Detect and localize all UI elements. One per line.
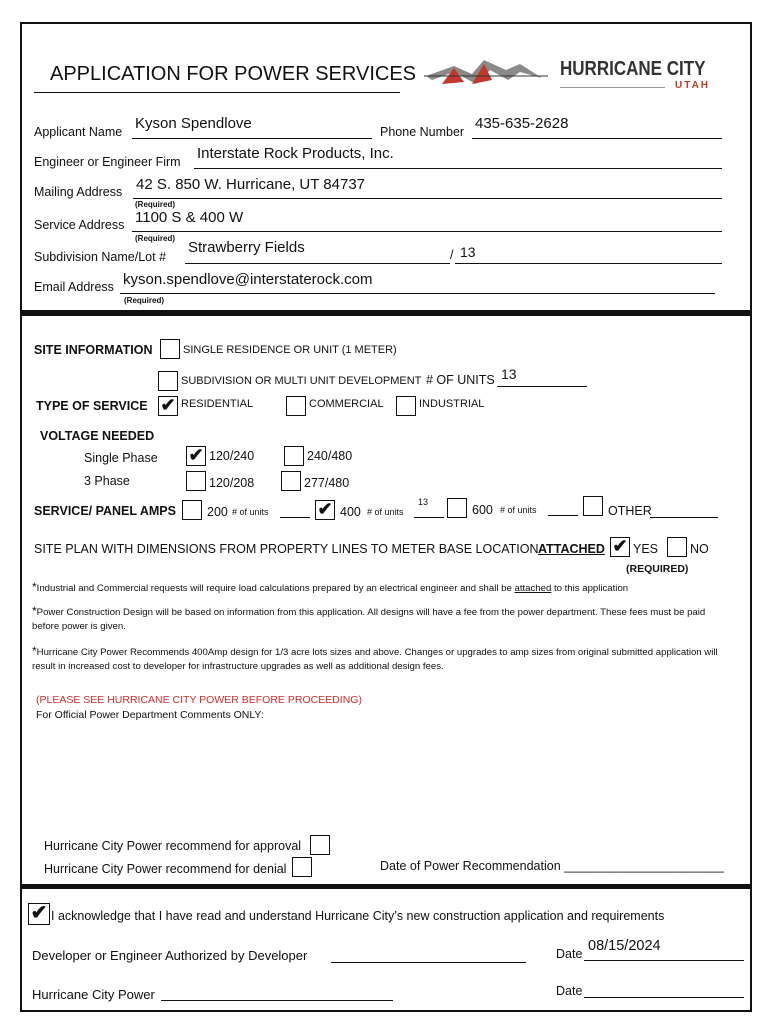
- developer-label: Developer or Engineer Authorized by Developer: [32, 948, 308, 963]
- industrial-checkbox[interactable]: [396, 396, 416, 416]
- mailing-line: [133, 198, 722, 199]
- note2-text: Power Construction Design will be based on information from this application. All designs will have a fee from the power department. These fees must be paid before power is given.: [32, 607, 706, 632]
- single-residence-label: SINGLE RESIDENCE OR UNIT (1 METER): [183, 344, 397, 356]
- note-400amp: [32, 644, 734, 674]
- note1-a: Industrial and Commercial requests will require load calculations prepared by an electrical engineer and shall be: [36, 583, 515, 594]
- date2-label: Date: [556, 984, 583, 998]
- amp400-units-value[interactable]: 13: [418, 497, 429, 507]
- applicant-name-label: Applicant Name: [34, 125, 123, 139]
- date-of-recommendation: Date of Power Recommendation _______________________: [380, 859, 725, 873]
- amp200-checkbox[interactable]: [182, 500, 202, 520]
- amp400-label: 400: [340, 505, 361, 519]
- amp200-units-label: # of units: [232, 507, 269, 517]
- yes-label: YES: [633, 542, 659, 556]
- phone-line: [472, 138, 722, 139]
- note-star: *: [32, 644, 37, 658]
- city-power-label: Hurricane City Power: [32, 987, 155, 1002]
- other-label: OTHER: [608, 504, 652, 518]
- amp400-units-line: [414, 517, 444, 518]
- amp400-checkbox[interactable]: ✔: [315, 500, 335, 520]
- amp200-label: 200: [207, 505, 228, 519]
- section-divider: [20, 310, 752, 316]
- acknowledge-text: I acknowledge that I have read and understand Hurricane City’s new construction application and requirements: [51, 909, 665, 923]
- email-value[interactable]: kyson.spendlove@interstaterock.com: [123, 271, 373, 288]
- service-address-line: [132, 231, 722, 232]
- note1-c: to this application: [551, 583, 629, 594]
- lot-separator: /: [450, 248, 454, 262]
- site-info-label: SITE INFORMATION: [34, 343, 153, 357]
- subdivision-line: [185, 263, 450, 264]
- applicant-name-value[interactable]: Kyson Spendlove: [135, 115, 252, 132]
- logo-rule: [560, 87, 665, 88]
- residential-label: RESIDENTIAL: [181, 398, 254, 410]
- official-comments-label: For Official Power Department Comments ONLY:: [36, 709, 264, 721]
- lot-line: [455, 263, 722, 264]
- other-checkbox[interactable]: [583, 496, 603, 516]
- type-of-service-label: TYPE OF SERVICE: [36, 399, 148, 413]
- developer-signature-line: [331, 962, 526, 963]
- residential-checkbox[interactable]: ✔: [158, 396, 178, 416]
- v277-480-label: 277/480: [304, 476, 350, 490]
- industrial-label: INDUSTRIAL: [419, 398, 485, 410]
- service-address-label: Service Address: [34, 218, 125, 232]
- voltage-needed-label: VOLTAGE NEEDED: [40, 429, 155, 443]
- three-phase-label: 3 Phase: [84, 474, 130, 488]
- mailing-required: (Required): [135, 200, 175, 209]
- commercial-label: COMMERCIAL: [309, 398, 384, 410]
- logo-sub: UTAH: [675, 80, 711, 91]
- single-residence-checkbox[interactable]: [160, 339, 180, 359]
- panel-amps-label: SERVICE/ PANEL AMPS: [34, 504, 176, 518]
- amp600-units-label: # of units: [500, 505, 537, 515]
- subdivision-value[interactable]: Strawberry Fields: [188, 239, 305, 256]
- note3-text: Hurricane City Power Recommends 400Amp design for 1/3 acre lots sizes and above. Changes or upgrades to amp sizes from original submitted application will result in increased cost to developer for infrastructure upgrades as well as additional design fees.: [32, 647, 718, 672]
- email-line: [120, 293, 715, 294]
- attached-yes-checkbox[interactable]: ✔: [610, 537, 630, 557]
- denial-checkbox[interactable]: [292, 857, 312, 877]
- date-label: Date: [556, 947, 583, 961]
- acknowledge-checkbox[interactable]: ✔: [28, 903, 50, 925]
- attached-no-checkbox[interactable]: [667, 537, 687, 557]
- service-address-value[interactable]: 1100 S & 400 W: [135, 209, 244, 226]
- required-caps-label: (REQUIRED): [626, 563, 689, 575]
- firm-line: [194, 168, 722, 169]
- note-power-design: [32, 604, 734, 634]
- mailing-value[interactable]: 42 S. 850 W. Hurricane, UT 84737: [136, 176, 366, 193]
- units-label: # OF UNITS: [426, 373, 495, 387]
- note-star: *: [32, 580, 37, 594]
- phone-value[interactable]: 435-635-2628: [475, 115, 569, 132]
- units-line: [497, 386, 587, 387]
- bottom-divider: [20, 884, 752, 889]
- v240-480-checkbox[interactable]: [284, 446, 304, 466]
- phone-label: Phone Number: [380, 125, 465, 139]
- date-line: [584, 960, 744, 961]
- amp600-label: 600: [472, 503, 493, 517]
- other-line: [650, 517, 718, 518]
- applicant-name-line: [132, 138, 372, 139]
- note1-attached: attached: [514, 583, 552, 594]
- mailing-label: Mailing Address: [34, 185, 123, 199]
- logo-name: HURRICANE CITY: [560, 58, 706, 80]
- v120-208-label: 120/208: [209, 476, 255, 490]
- units-value[interactable]: 13: [501, 366, 517, 382]
- email-label: Email Address: [34, 280, 114, 294]
- attached-label: ATTACHED: [538, 542, 605, 556]
- date-value[interactable]: 08/15/2024: [588, 938, 661, 954]
- service-required: (Required): [135, 234, 175, 243]
- single-phase-label: Single Phase: [84, 451, 158, 465]
- v120-240-checkbox[interactable]: ✔: [186, 446, 206, 466]
- approval-label: Hurricane City Power recommend for approval: [44, 839, 302, 853]
- v120-240-label: 120/240: [209, 449, 255, 463]
- amp400-units-label: # of units: [367, 507, 404, 517]
- v277-480-checkbox[interactable]: [281, 471, 301, 491]
- title-underline: [34, 92, 400, 93]
- date2-line: [584, 997, 744, 998]
- lot-value[interactable]: 13: [460, 244, 476, 260]
- denial-label: Hurricane City Power recommend for denial: [44, 862, 287, 876]
- amp600-checkbox[interactable]: [447, 498, 467, 518]
- firm-value[interactable]: Interstate Rock Products, Inc.: [197, 145, 394, 162]
- firm-label: Engineer or Engineer Firm: [34, 155, 181, 169]
- note-star: *: [32, 604, 37, 618]
- site-plan-label: SITE PLAN WITH DIMENSIONS FROM PROPERTY LINES TO METER BASE LOCATION: [34, 542, 539, 556]
- approval-checkbox[interactable]: [310, 835, 330, 855]
- warning-text: (PLEASE SEE HURRICANE CITY POWER BEFORE PROCEEDING): [36, 694, 362, 706]
- subdivision-multi-label: SUBDIVISION OR MULTI UNIT DEVELOPMENT: [181, 375, 422, 387]
- subdivision-label: Subdivision Name/Lot #: [34, 250, 167, 264]
- v120-208-checkbox[interactable]: [186, 471, 206, 491]
- city-power-line: [161, 1000, 393, 1001]
- amp200-units-line: [280, 517, 310, 518]
- note-industrial: [32, 580, 628, 594]
- form-title: APPLICATION FOR POWER SERVICES: [50, 63, 416, 85]
- v240-480-label: 240/480: [307, 449, 353, 463]
- subdivision-checkbox[interactable]: [158, 371, 178, 391]
- no-label: NO: [690, 542, 709, 556]
- city-logo-icon: [424, 56, 550, 96]
- commercial-checkbox[interactable]: [286, 396, 306, 416]
- amp600-units-line: [548, 515, 578, 516]
- email-required: (Required): [124, 296, 164, 305]
